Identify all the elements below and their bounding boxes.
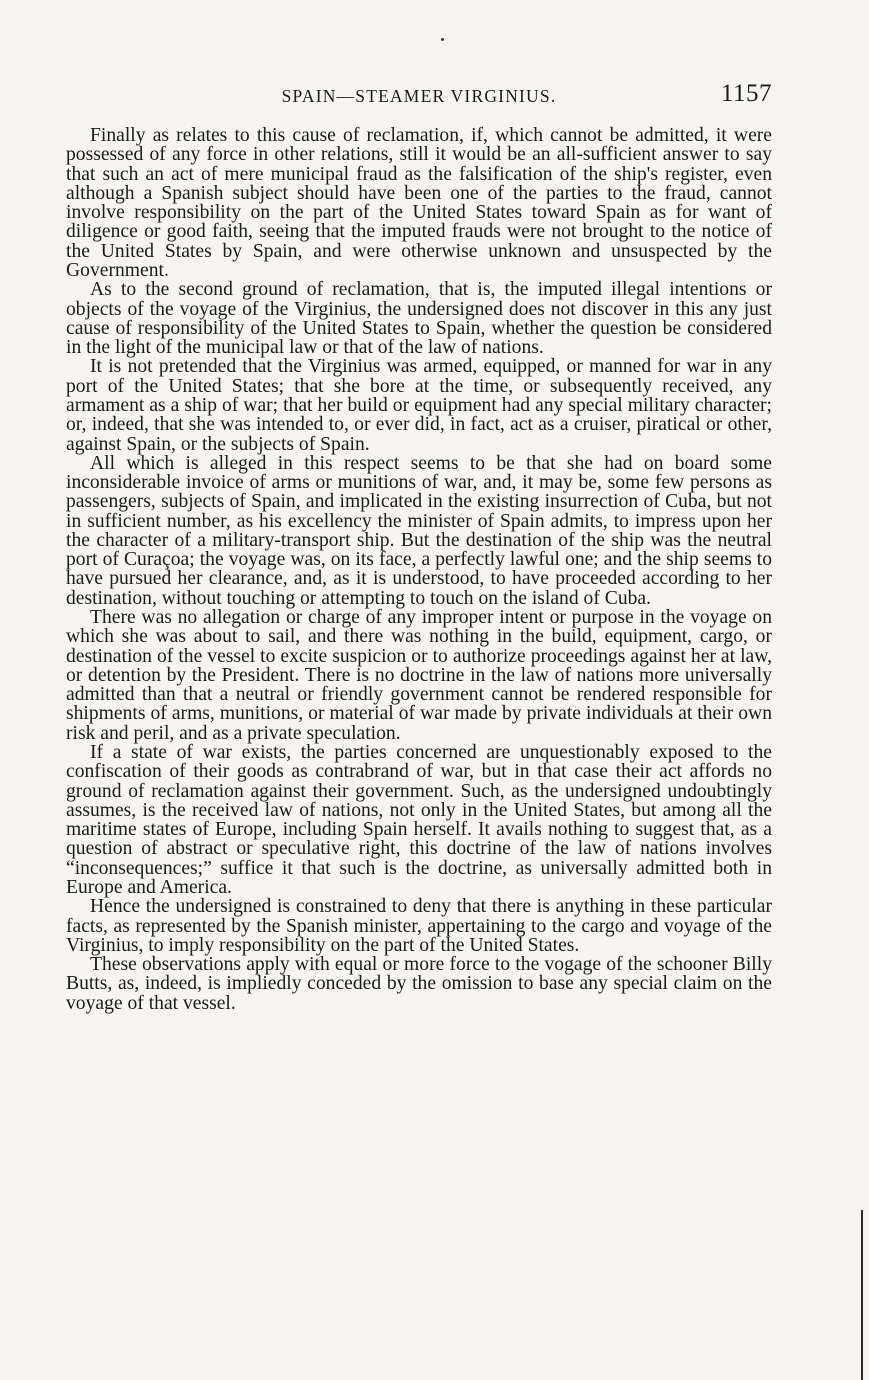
paragraph-2: As to the second ground of reclamation, that is, the imputed illegal intentions or objects of the voyage of the Virginius, the undersigned does not discover in this any just cause of responsibility of the United States to Spain, whether the question be considered in the light of the municipal law or that of the law of nations. <box>66 279 772 359</box>
page-header <box>66 80 772 110</box>
paragraph-4: All which is alleged in this respect seems to be that she had on board some inconsiderable invoice of arms or munitions of war, and, it may be, some few persons as passengers, subjects of Spain, and implicated in the existing insurrection of Cuba, but not in sufficient number, as his excellency the minister of Spain admits, to impress upon her the character of a military-transport ship. But the destination of the ship was the neutral port of Curaçoa; the voyage was, on its face, a perfectly lawful one; and the ship seems to have pursued her clearance, and, as it is understood, to have proceeded according to her destination, without touching or attempting to touch on the island of Cuba. <box>66 452 772 609</box>
body-text <box>66 126 772 1013</box>
paragraph-7: Hence the undersigned is constrained to deny that there is anything in these particular facts, as represented by the Spanish minister, appertaining to the cargo and voyage of the Virginius, to imply responsibility on the part of the United States. <box>66 896 772 956</box>
paragraph-5: There was no allegation or charge of any improper intent or purpose in the voyage on which she was about to sail, and there was nothing in the build, equipment, cargo, or destination of the vessel to excite suspicion or to authorize proceedings against her at law, or detention by the President. There is no doctrine in the law of nations more universally admitted than that a neutral or friendly government cannot be rendered responsible for shipments of arms, munitions, or material of war made by private individuals at their own risk and peril, and as a private speculation. <box>66 607 772 744</box>
scan-edge-line <box>861 1210 863 1380</box>
paragraph-6: If a state of war exists, the parties concerned are unquestionably exposed to the confiscation of their goods as contrabrand of war, but in that case their act affords no ground of reclamation against their government. Such, as the undersigned undoubtingly assumes, is the received law of nations, not only in the United States, but among all the maritime states of Europe, including Spain herself. It avails nothing to suggest that, as a question of abstract or speculative right, this doctrine of the law of nations involves “inconsequences;” suffice it that such is the doctrine, as universally admitted both in Europe and America. <box>66 742 772 898</box>
running-head: SPAIN—STEAMER VIRGINIUS. <box>281 86 557 106</box>
page-number: 1157 <box>720 80 772 107</box>
paragraph-1: Finally as relates to this cause of reclamation, if, which cannot be admitted, it were possessed of any force in other relations, still it would be an all-sufficient answer to say that such an act of mere municipal fraud as the falsification of the ship's register, even although a Spanish subject should have been one of the parties to the fraud, cannot involve responsibility on the part of the United States toward Spain as for want of diligence or good faith, seeing that the imputed frauds were not brought to the notice of the United States by Spain, and were otherwise unknown and unsuspected by the Government. <box>66 125 772 281</box>
paragraph-8: These observations apply with equal or more force to the vogage of the schooner Billy Butts, as, indeed, is impliedly conceded by the omission to base any special claim on the voyage of that vessel. <box>66 954 772 1014</box>
paragraph-3: It is not pretended that the Virginius was armed, equipped, or manned for war in any port of the United States; that she bore at the time, or subsequently received, any armament as a ship of war; that her build or equipment had any special military character; or, indeed, that she was intended to, or ever did, in fact, act as a cruiser, piratical or other, against Spain, or the subjects of Spain. <box>66 356 772 455</box>
scan-speck <box>441 38 444 41</box>
